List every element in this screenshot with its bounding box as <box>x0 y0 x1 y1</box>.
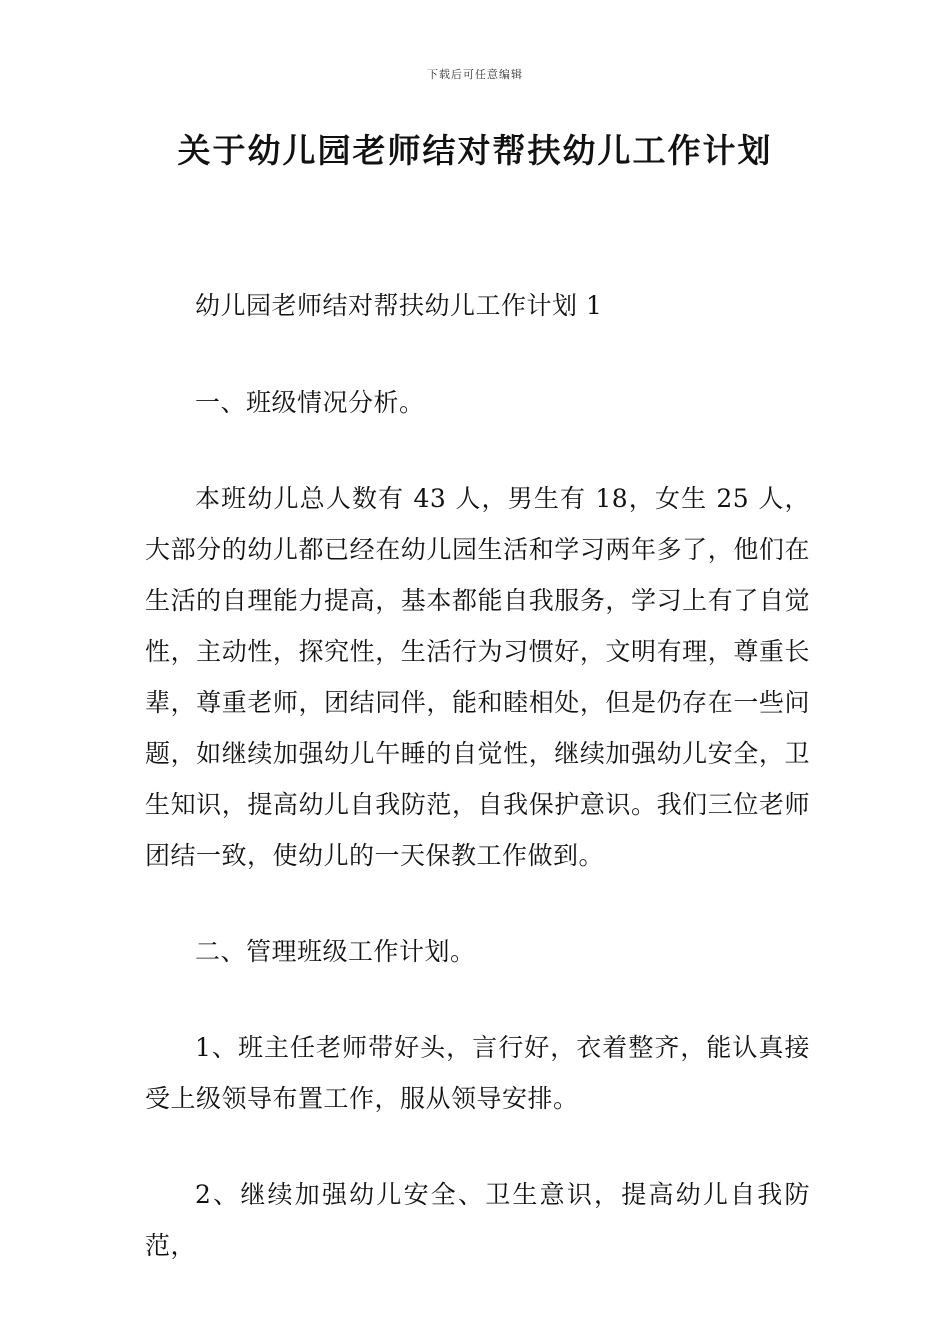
document-title: 关于幼儿园老师结对帮扶幼儿工作计划 <box>177 131 773 170</box>
class-analysis-paragraph: 本班幼儿总人数有 43 人，男生有 18，女生 25 人，大部分的幼儿都已经在幼儿园生活和学习两年多了，他们在生活的自理能力提高，基本都能自我服务，学习上有了自觉性，主动性，探究性，生活行为习惯好，文明有理，尊重长辈，尊重老师，团结同伴，能和睦相处，但是仍存在一些问题，如继续加强幼儿午睡的自觉性，继续加强幼儿安全，卫生知识，提高幼儿自我防范，自我保护意识。我们三位老师团结一致，使幼儿的一天保教工作做到。 <box>145 484 810 870</box>
plan-subtitle: 幼儿园老师结对帮扶幼儿工作计划 1 <box>195 291 603 320</box>
header-note: 下载后可任意编辑 <box>427 68 523 81</box>
plan-item-1: 1、班主任老师带好头，言行好，衣着整齐，能认真接受上级领导布置工作，服从领导安排。 <box>145 1033 810 1113</box>
section-heading-class-analysis: 一、班级情况分析。 <box>195 388 425 417</box>
document-body <box>145 280 810 1271</box>
section-heading-work-plan: 二、管理班级工作计划。 <box>195 937 476 966</box>
plan-item-2: 2、继续加强幼儿安全、卫生意识，提高幼儿自我防范， <box>145 1180 810 1260</box>
